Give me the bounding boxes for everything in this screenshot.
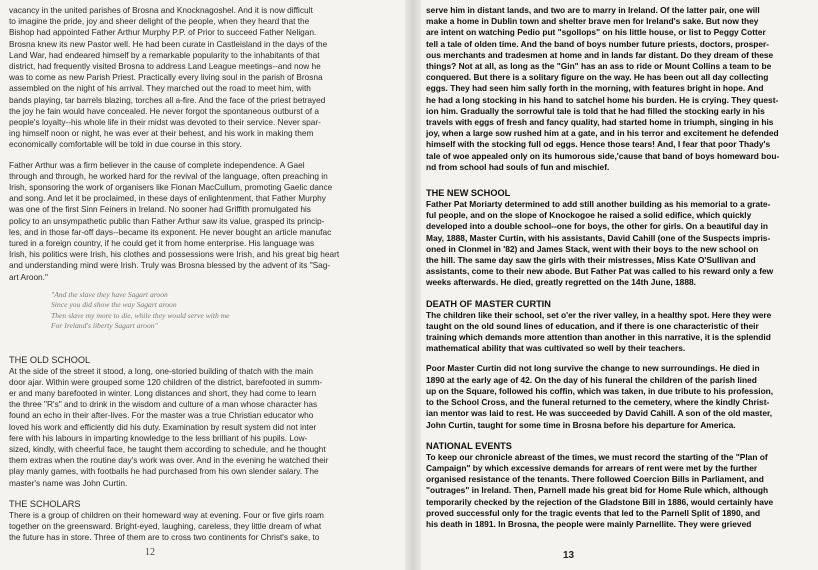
text-line: the three "R's" and to drink in the wisdom and culture of a man whose character has bbox=[9, 399, 318, 410]
text-line: John Curtin, taught for some time in Brosna before his departure for America. bbox=[426, 419, 736, 430]
text-line: the hill. The same day saw the girls with their mistresses, Miss Kate O'Sullivan and bbox=[426, 255, 756, 266]
text-line: Since you did show the way Sagart aroon bbox=[51, 300, 177, 310]
scholars-heading: THE SCHOLARS bbox=[9, 498, 81, 509]
text-line: fere with his labours in imparting knowledge to the less brilliant of his pupils. Low- bbox=[9, 432, 308, 443]
text-line: up on the Square, followed his coffin, which was taken, in due tribute to his profession, bbox=[426, 385, 774, 396]
left-intro-paragraph bbox=[9, 5, 392, 151]
text-line: developed into a double school--one for boys, the other for girls. On a beautiful day in bbox=[426, 221, 769, 232]
text-line: found an echo in their after-lives. For the master was a true Christian educator who bbox=[9, 410, 314, 421]
death-paragraph bbox=[426, 310, 809, 355]
text-line: organised resistance of the tenants. There followed Coercion Bills in Parliament, and bbox=[426, 474, 764, 485]
left-page-number: 12 bbox=[145, 547, 155, 558]
text-line: mathematical ability that was cultivated so well by their teachers. bbox=[426, 343, 686, 354]
text-line: Irish, his politics were Irish, his clothes and possessions were Irish, and his great big heart bbox=[9, 249, 340, 260]
text-line: conquered. But there is a solitary figure on the way. He has been out all day collecting bbox=[426, 72, 769, 83]
text-line: himself with the stocking full od eggs. Hence those tears! And, I fear that poor Thady's bbox=[426, 139, 771, 150]
book-gutter bbox=[405, 0, 421, 570]
text-line: les, and in those far-off days--became its exponent. He never bought an article manufac bbox=[9, 226, 332, 237]
text-line: The children like their school, set o'er the river valley, in a healthy spot. Here they were bbox=[426, 309, 772, 320]
text-line: May, 1888, Master Curtin, with his assistants, David Cahill (one of the Suspects impris- bbox=[426, 232, 771, 243]
text-line: Campaign" by which excessive demands for arrears of rent were met by the further bbox=[426, 462, 758, 473]
text-line: tale of woe appealed only on its humorous side,'cause that band of boys homeward bou- bbox=[426, 150, 780, 161]
old-school-heading: THE OLD SCHOOL bbox=[9, 354, 91, 365]
scholars-paragraph bbox=[9, 510, 392, 544]
father-arthur-paragraph bbox=[9, 160, 392, 283]
text-line: nd from school had souls of fun and mischief. bbox=[426, 161, 610, 172]
old-school-paragraph bbox=[9, 366, 392, 489]
left-page bbox=[9, 5, 392, 570]
text-line: sized, kindly, with cheerful face, he taught them according to schedule, and he thought bbox=[9, 443, 326, 454]
text-line: proved successful only for the tragic events that led to the Parnell Split of 1890, and bbox=[426, 507, 761, 518]
text-line: serve him in distant lands, and two are to marry in Ireland. Of the latter pair, one will bbox=[426, 5, 760, 15]
text-line: er and many barefooted in winter. Long distances and short, they had come to learn bbox=[9, 387, 317, 398]
new-school-heading: THE NEW SCHOOL bbox=[426, 188, 511, 199]
text-line: Poor Master Curtin did not long survive the change to new surroundings. He died in bbox=[426, 363, 760, 374]
text-line: For Ireland's liberty Sagart aroon" bbox=[51, 321, 158, 331]
text-line: was to come as new Parish Priest. Practically every living soul in the parish of Brosna bbox=[9, 72, 323, 83]
text-line: them extras when the routine day's work was over. And in the evening he watched their bbox=[9, 455, 329, 466]
text-line: temporarily checked by the rejection of the Gladstone Bill in 1886, would certainly have bbox=[426, 496, 774, 507]
text-line: door ajar. Within were grouped some 120 children of the district, barefooted in summ- bbox=[9, 376, 323, 387]
text-line: Then slave my more to die, while they would serve with me bbox=[51, 310, 230, 320]
text-line: and understanding mind were Irish. Truly was Brosna blessed by the advent of its "Sag- bbox=[9, 260, 331, 271]
text-line: "outrages" in Ireland. Then, Parnell made his great bid for Home Rule which, although bbox=[426, 485, 769, 496]
text-line: vacancy in the united parishes of Brosna and Knocknagoshel. And it is now difficult bbox=[9, 5, 313, 15]
text-line: ful people, and on the slope of Knockogoe he raised a solid edifice, which quickly bbox=[426, 210, 752, 221]
text-line: play manly games, with footballs he had purchased from his own slender salary. The bbox=[9, 466, 319, 477]
text-line: make a home in Dublin town and shelter brave men for Ireland's sake. But now they bbox=[426, 16, 759, 27]
text-line: taught on the old sound lines of education, and if there is one characteristic of their bbox=[426, 320, 759, 331]
text-line: "And the slave they have Sagart aroon bbox=[51, 289, 168, 299]
text-line: Brosna knew its new Pastor well. He had been curate in Castleisland in the days of the bbox=[9, 38, 328, 49]
text-line: and song. And let it be proclaimed, in these days of enlightenment, that Father Murphy bbox=[9, 193, 326, 204]
text-line: weeks afterwards. He died, greatly regretted on the 14th June, 1888. bbox=[426, 277, 696, 288]
text-line: Irish, sponsoring the work of organisers like Fionan MacCullum, promoting Gaelic dance bbox=[9, 182, 333, 193]
text-line: ion him. Gradually the sorrowful tale is told that he had filled the stocking early in his bbox=[426, 105, 765, 116]
text-line: are intent on watching Pedio put "sgollops" on his little house, or list to Peggy Cotter bbox=[426, 27, 766, 38]
scholars-section bbox=[9, 498, 392, 544]
text-line: bands playing, tar barrels blazing, torches all a-fire. And the face of the priest betrayed bbox=[9, 94, 326, 105]
sagart-aroon-verse bbox=[51, 290, 392, 332]
text-line: assistants, come to their new abode. But Father Pat was called to his reward only a few bbox=[426, 266, 774, 277]
text-line: ous merchants and tradesmen at home and in lands far distant. Do they dream of these bbox=[426, 49, 774, 60]
text-line: to the School Cross, and the funeral returned to the cemetery, where the kindly Christ- bbox=[426, 397, 770, 408]
text-line: There is a group of children on their homeward way at evening. Four or five girls roam bbox=[9, 509, 324, 520]
text-line: he had a long stocking in his hand to satchel home his burden. He is crying. They quest- bbox=[426, 94, 779, 105]
text-line: To keep our chronicle abreast of the times, we must record the starting of the "Plan of bbox=[426, 451, 768, 462]
text-line: master's name was John Curtin. bbox=[9, 477, 128, 488]
national-events-paragraph bbox=[426, 452, 809, 530]
text-line: together on the greensward. Bright-eyed, laughing, careless, they little dream of what bbox=[9, 520, 322, 531]
text-line: the future has in store. Three of them are to cross two continents for Christ's sake, to bbox=[9, 532, 320, 543]
poor-master-paragraph bbox=[426, 363, 809, 430]
text-line: loved his work and efficiently did his duty. Examination by result system did not inter bbox=[9, 421, 317, 432]
text-line: ing himself noon or night, he was ever at their behest, and his work in making them bbox=[9, 128, 314, 139]
death-heading: DEATH OF MASTER CURTIN bbox=[426, 298, 551, 309]
text-line: assembled on the night of his arrival. They marched out the road to meet him, with bbox=[9, 83, 311, 94]
text-line: travels with eggs of fresh and fancy quality, had started home in triumph, singing in his bbox=[426, 117, 774, 128]
text-line: ian mentor was laid to rest. He was succeeded by David Cahill. A son of the old master, bbox=[426, 408, 773, 419]
text-line: his death in 1891. In Brosna, the people were mainly Parnellite. They were grieved bbox=[426, 518, 752, 529]
old-school-section bbox=[9, 354, 392, 489]
text-line: people's loyalty--his whole life in their midst was devoted to their service. Never spar- bbox=[9, 117, 321, 128]
text-line: 1890 at the early age of 42. On the day of his funeral the children of the parish lined bbox=[426, 374, 757, 385]
text-line: joy, when a large sow rushed him at a gate, and in his terror and excitement he defended bbox=[426, 128, 779, 139]
national-events-heading: NATIONAL EVENTS bbox=[426, 440, 512, 451]
text-line: was one of the first Sinn Feiners in Ireland. No sooner had Griffith promulgated his bbox=[9, 204, 311, 215]
text-line: district, had frequently visited Brosna to address Land League meetings--and now he bbox=[9, 61, 321, 72]
text-line: art Aroon." bbox=[9, 271, 48, 282]
text-line: Bishop had appointed Father Arthur Murphy P.P. of Prior to succeed Father Neligan. bbox=[9, 27, 317, 38]
text-line: Father Arthur was a firm believer in the cause of complete independence. A Gael bbox=[9, 159, 305, 170]
death-section bbox=[426, 298, 809, 355]
right-page-number: 13 bbox=[563, 550, 575, 561]
text-line: to imagine the pride, joy and sheer delight of the people, when they heard that the bbox=[9, 16, 310, 27]
right-intro-paragraph bbox=[426, 5, 809, 173]
text-line: policy to an unsympathetic public than Father Arthur saw its value, grasped its princip- bbox=[9, 215, 325, 226]
text-line: tured in a foreign country, if he could get it from home enterprise. His language was bbox=[9, 238, 315, 249]
text-line: economically comfortable will be told in due course in this story. bbox=[9, 139, 242, 150]
text-line: training which demands more attention than another in this narrative, it is the splendid bbox=[426, 332, 771, 343]
national-events-section bbox=[426, 440, 809, 530]
text-line: the joy he fain would have concealed. He never forgot the spontaneous outburst of a bbox=[9, 105, 319, 116]
new-school-paragraph bbox=[426, 199, 809, 289]
text-line: through and through, he worked hard for the revival of the language, often preaching in bbox=[9, 170, 328, 181]
text-line: things? Not at all, as long as the "Gin" has an ass to ride or Mount Collins a team to be bbox=[426, 61, 772, 72]
text-line: eggs. They had seen him sally forth in the morning, with features bright in hope. And bbox=[426, 83, 764, 94]
text-line: Land War, had endeared himself by a remarkable popularity to the inhabitants of that bbox=[9, 49, 320, 60]
text-line: Father Pat Moriarty determined to add still another building as his memorial to a grate- bbox=[426, 199, 771, 210]
text-line: tell a tale of olden time. And the band of boys number future priests, doctors, prosper- bbox=[426, 38, 770, 49]
text-line: oned in Clonmel in '82) and James Stack, went with their boys to the new school on bbox=[426, 243, 759, 254]
new-school-section bbox=[426, 187, 809, 289]
text-line: At the side of the street it stood, a long, one-storied building of thatch with the main bbox=[9, 365, 313, 376]
right-page bbox=[426, 5, 809, 570]
